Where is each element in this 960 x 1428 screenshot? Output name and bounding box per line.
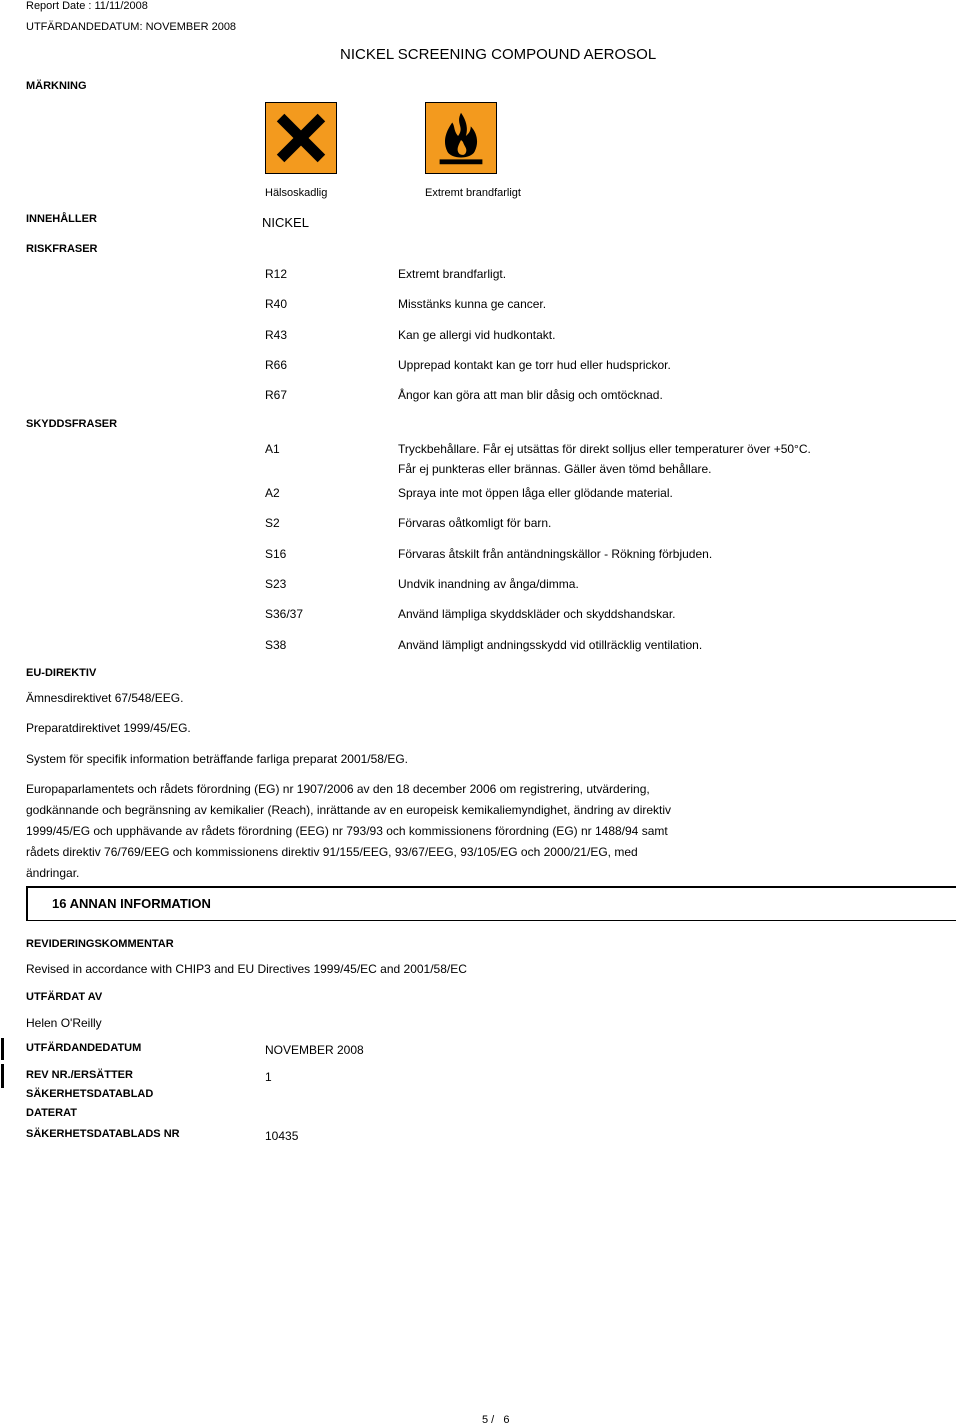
safety-code: S2	[265, 516, 280, 530]
page-title: NICKEL SCREENING COMPOUND AEROSOL	[340, 46, 657, 63]
issued-by-heading: UTFÄRDAT AV	[26, 991, 103, 1003]
safety-code: S38	[265, 638, 287, 652]
sds-number-label: SÄKERHETSDATABLADS NR	[26, 1128, 180, 1140]
safety-text-continued: Får ej punkteras eller brännas. Gäller även tömd behållare.	[398, 462, 712, 476]
issue-date-value: NOVEMBER 2008	[265, 1043, 364, 1057]
risk-code: R66	[265, 358, 288, 372]
risk-text: Kan ge allergi vid hudkontakt.	[398, 328, 556, 342]
eu-paragraph-line: godkännande och begränsning av kemikalier (Reach), inrättande av en europeisk kemikaliemyndighet, ändring av direktiv	[26, 803, 672, 817]
eu-heading: EU-DIREKTIV	[26, 667, 97, 679]
rev-value: 1	[265, 1070, 272, 1084]
page-number: 5 / 6	[482, 1414, 510, 1426]
safety-code: S36/37	[265, 607, 304, 621]
contains-heading: INNEHÅLLER	[26, 213, 97, 225]
risk-code: R40	[265, 297, 288, 311]
risk-text: Misstänks kunna ge cancer.	[398, 297, 547, 311]
harmful-cross-icon	[265, 102, 337, 174]
eu-paragraph-line: rådets direktiv 76/769/EEG och kommissionens direktiv 91/155/EEG, 93/67/EEG, 93/105/EG och 2000/21/EG, med	[26, 845, 638, 859]
risk-code: R67	[265, 388, 288, 402]
section-divider-top	[26, 886, 956, 888]
risk-code: R12	[265, 267, 288, 281]
issue-date-label: UTFÄRDANDEDATUM	[26, 1042, 142, 1054]
safety-text: Tryckbehållare. Får ej utsättas för direkt solljus eller temperaturer över +50°C.	[398, 442, 811, 456]
rev-label-line3: DATERAT	[26, 1107, 77, 1119]
flammable-label: Extremt brandfarligt	[425, 187, 521, 199]
risk-heading: RISKFRASER	[26, 243, 98, 255]
labelling-heading: MÄRKNING	[26, 80, 87, 92]
report-date: Report Date : 11/11/2008	[26, 0, 148, 12]
eu-paragraph-line: Europaparlamentets och rådets förordning (EG) nr 1907/2006 av den 18 december 2006 om registrering, utvärdering,	[26, 782, 650, 796]
safety-text: Spraya inte mot öppen låga eller glödande material.	[398, 486, 673, 500]
safety-code: A1	[265, 442, 280, 456]
eu-line: Ämnesdirektivet 67/548/EEG.	[26, 691, 184, 705]
safety-text: Förvaras åtskilt från antändningskällor - Rökning förbjuden.	[398, 547, 713, 561]
change-bar	[1, 1038, 4, 1060]
safety-heading: SKYDDSFRASER	[26, 418, 118, 430]
section-divider-bottom	[26, 920, 956, 921]
safety-text: Förvaras oåtkomligt för barn.	[398, 516, 552, 530]
eu-line: Preparatdirektivet 1999/45/EG.	[26, 721, 191, 735]
change-bar	[1, 1064, 4, 1088]
eu-paragraph-line: 1999/45/EG och upphävande av rådets förordning (EEG) nr 793/93 och kommissionens förordning (EG) nr 1488/94 samt	[26, 824, 668, 838]
safety-text: Använd lämpliga skyddskläder och skyddshandskar.	[398, 607, 676, 621]
revision-heading: REVIDERINGSKOMMENTAR	[26, 938, 174, 950]
header-issue-date: UTFÄRDANDEDATUM: NOVEMBER 2008	[26, 21, 237, 33]
eu-line: System för specifik information beträffande farliga preparat 2001/58/EG.	[26, 752, 408, 766]
safety-text: Använd lämpligt andningsskydd vid otillräcklig ventilation.	[398, 638, 703, 652]
risk-text: Upprepad kontakt kan ge torr hud eller hudsprickor.	[398, 358, 671, 372]
risk-text: Ångor kan göra att man blir dåsig och omtöcknad.	[398, 388, 663, 402]
safety-code: S16	[265, 547, 287, 561]
flame-icon	[425, 102, 497, 174]
eu-paragraph-line: ändringar.	[26, 866, 80, 880]
rev-label-line2: SÄKERHETSDATABLAD	[26, 1088, 154, 1100]
safety-code: A2	[265, 486, 280, 500]
contains-value: NICKEL	[262, 215, 309, 230]
sds-number-value: 10435	[265, 1129, 299, 1143]
safety-code: S23	[265, 577, 287, 591]
section-divider-left	[26, 886, 28, 921]
safety-text: Undvik inandning av ånga/dimma.	[398, 577, 579, 591]
issued-by-value: Helen O'Reilly	[26, 1016, 102, 1030]
revision-text: Revised in accordance with CHIP3 and EU Directives 1999/45/EC and 2001/58/EC	[26, 962, 467, 976]
risk-text: Extremt brandfarligt.	[398, 267, 507, 281]
harmful-label: Hälsoskadlig	[265, 187, 328, 199]
rev-label-line1: REV NR./ERSÄTTER	[26, 1069, 133, 1081]
section16-heading: 16 ANNAN INFORMATION	[52, 896, 211, 911]
risk-code: R43	[265, 328, 288, 342]
